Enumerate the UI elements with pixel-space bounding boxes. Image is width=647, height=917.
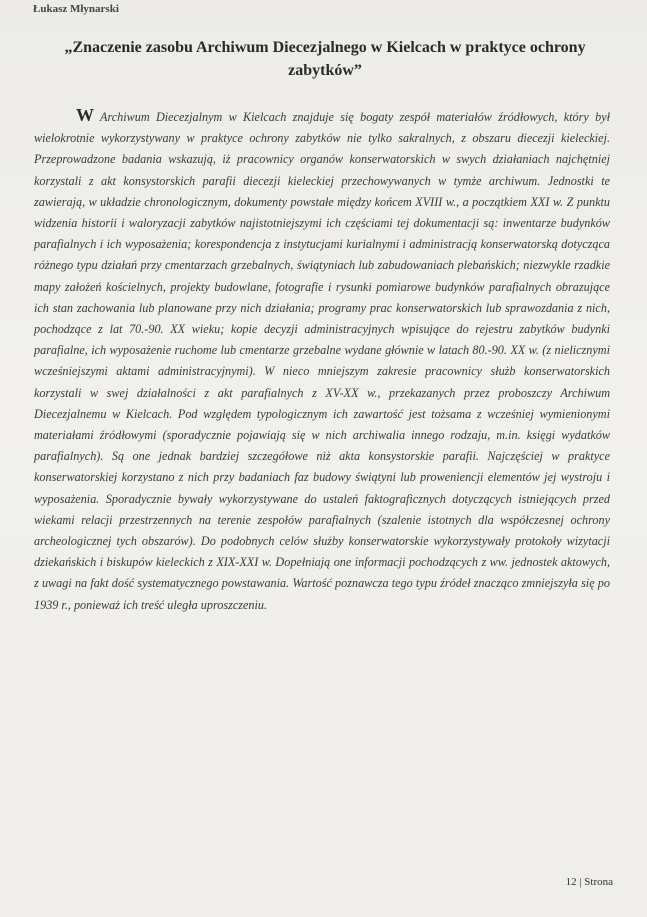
article-title: „Znaczenie zasobu Archiwum Diecezjalnego w Kielcach w praktyce ochrony zabytków”: [64, 39, 586, 79]
article-body-text: Archiwum Diecezjalnym w Kielcach znajduje się bogaty zespół materiałów źródłowych, który był wielokrotnie wykorzystywany w praktyce ochrony zabytków nie tylko sakralnych, z obszaru diecezji kieleckiej. Przeprowadzone badania wskazują, iż pracownicy organów konserwatorskich w swych działaniach najchętniej korzystali z akt konsystorskich parafii diecezji kieleckiej przechowywanych w tymże archiwum. Jednostki te zawierają, w układzie chronologicznym, dokumenty powstałe między końcem XVIII w., a początkiem XXI w. Z punktu widzenia historii i waloryzacji zabytków najistotniejszymi ich częściami tej dokumentacji są: inwentarze budynków parafialnych i ich wyposażenia; korespondencja z instytucjami kurialnymi i administracją konserwatorską dotycząca różnego typu działań przy cmentarzach grzebalnych, świątyniach lub zabudowaniach plebańskich; niezwykle rzadkie mapy założeń kościelnych, projekty budowlane, fotografie i rysunki pomiarowe budynków parafialnych obrazujące ich stan zachowania lub planowane przy nich działania; programy prac konserwatorskich lub sprawozdania z nich, pochodzące z lat 70.-90. XX wieku; kopie decyzji administracyjnych wpisujące do rejestru zabytków budynki parafialne, ich wyposażenie ruchome lub cmentarze grzebalne wydane głównie w latach 80.-90. XX w. (z nielicznymi wcześniejszymi aktami administracyjnymi). W nieco mniejszym zakresie pracownicy służb konserwatorskich korzystali w swej działalności z akt parafialnych z XV-XX w., przekazanych przez proboszczy Archiwum Diecezjalnemu w Kielcach. Pod względem typologicznym ich zawartość jest tożsama z wcześniej wymienionymi materiałami źródłowymi (sporadycznie pojawiają się w nich archiwalia innego rodzaju, m.in. księgi wydatków parafialnych). Są one jednak bardziej szczegółowe niż akta konsystorskie parafii. Najczęściej w praktyce konserwatorskiej korzystano z nich przy badaniach faz budowy świątyni lub proweniencji elementów jej wystroju i wyposażenia. Sporadycznie bywały wykorzystywane do ustaleń faktograficznych dotyczących istniejących przed wiekami relacji przestrzennych na terenie zespołów parafialnych (szalenie istotnych dla współczesnej ochrony archeologicznej tych obszarów). Do podobnych celów służby konserwatorskie wykorzystywały protokoły wizytacji dziekańskich i biskupów kieleckich z XIX-XXI w. Dopełniają one informacji pochodzących z ww. jednostek aktowych, z uwagi na fakt dość systematycznego powstawania. Wartość poznawcza tego typu źródeł znacząco zmniejszyła się po 1939 r., ponieważ ich treść uległa uproszczeniu.: [34, 110, 610, 612]
drop-cap-letter: W: [76, 105, 94, 125]
page-number: 12 | Strona: [565, 876, 613, 888]
author-name: Łukasz Młynarski: [33, 3, 119, 15]
article-body: [34, 107, 610, 616]
